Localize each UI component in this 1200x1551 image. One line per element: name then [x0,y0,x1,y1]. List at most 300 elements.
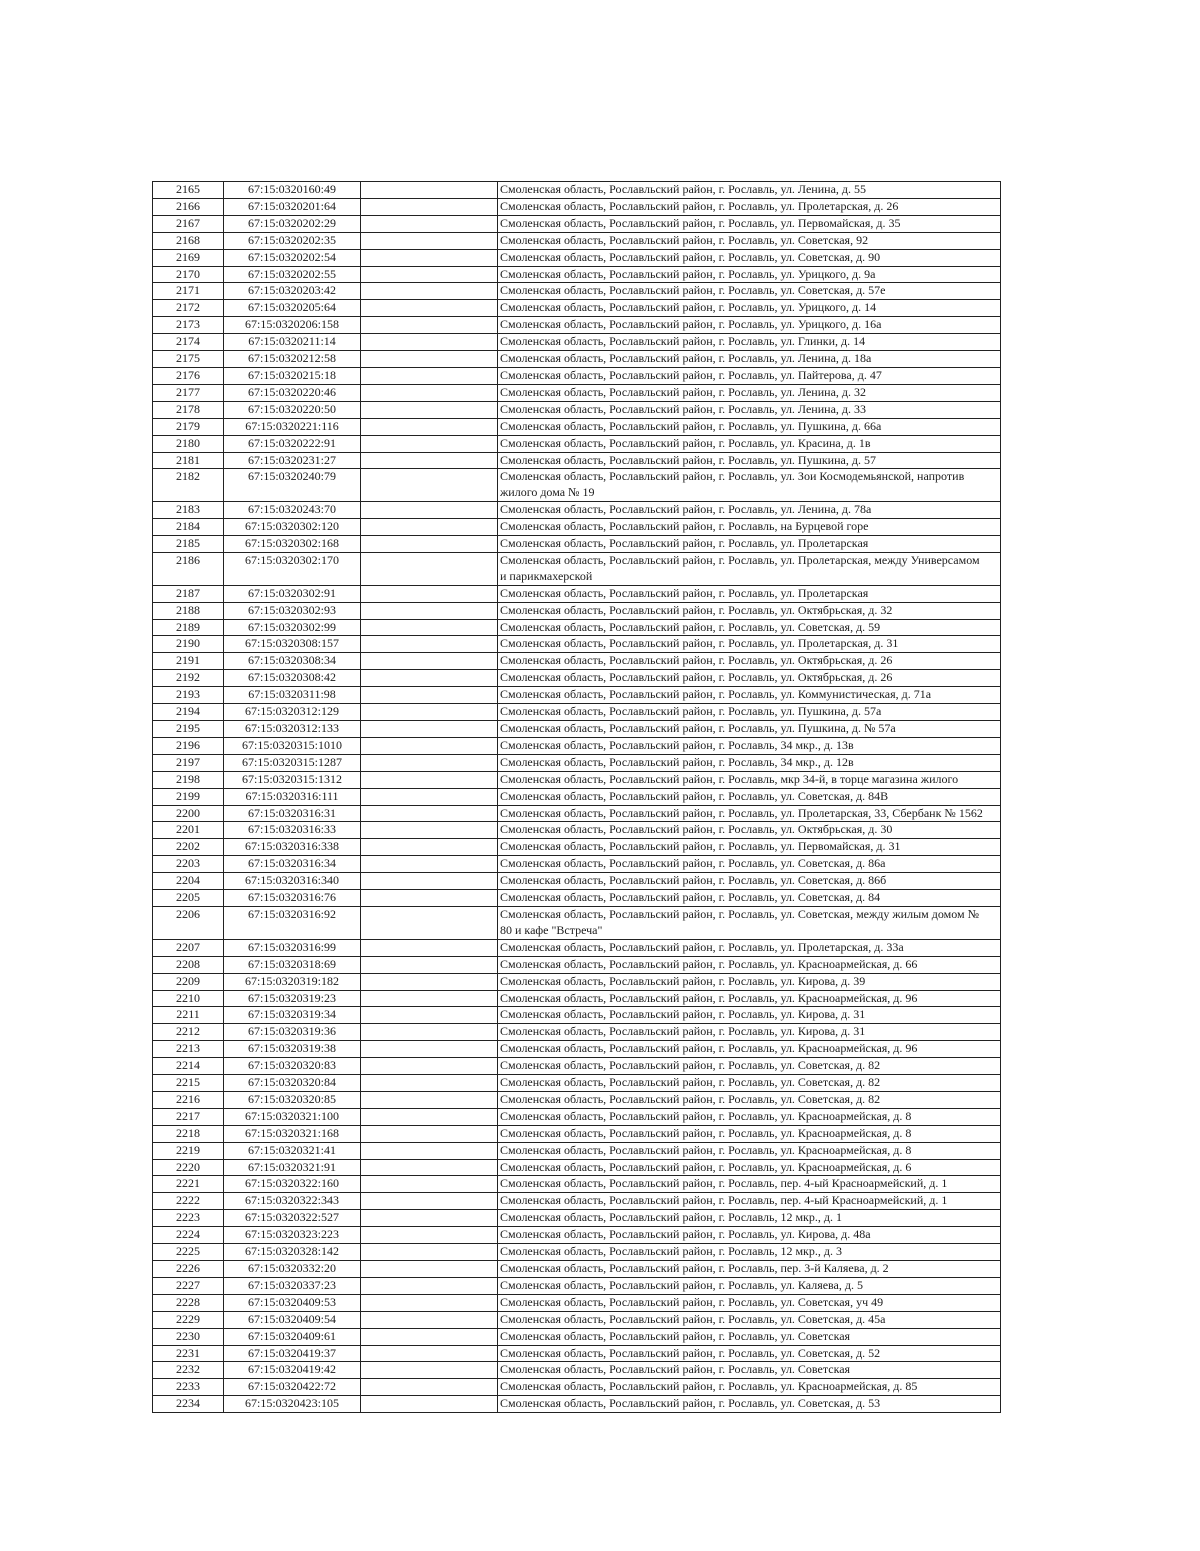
empty-cell [361,1362,498,1379]
table-row [153,552,1001,585]
address-cell: Смоленская область, Рославльский район, г. Рославль, ул. Кирова, д. 31 [498,1007,1001,1024]
table-row [153,198,1001,215]
row-number-cell: 2233 [153,1379,224,1396]
empty-cell [361,249,498,266]
address-cell: Смоленская область, Рославльский район, г. Рославль, на Бурцевой горе [498,519,1001,536]
row-number-cell: 2219 [153,1142,224,1159]
cadastral-number-cell: 67:15:0320302:168 [224,536,361,553]
empty-cell [361,1041,498,1058]
empty-cell [361,552,498,585]
empty-cell [361,873,498,890]
address-cell: Смоленская область, Рославльский район, г. Рославль, ул. Советская, д. 82 [498,1075,1001,1092]
row-number-cell: 2173 [153,317,224,334]
row-number-cell: 2198 [153,771,224,788]
table-row [153,1345,1001,1362]
row-number-cell: 2179 [153,418,224,435]
address-cell: Смоленская область, Рославльский район, г. Рославль, ул. Пушкина, д. 57а [498,704,1001,721]
empty-cell [361,1261,498,1278]
empty-cell [361,367,498,384]
cadastral-number-cell: 67:15:0320316:111 [224,788,361,805]
empty-cell [361,771,498,788]
table-row [153,771,1001,788]
address-cell: Смоленская область, Рославльский район, г. Рославль, ул. Урицкого, д. 9а [498,266,1001,283]
row-number-cell: 2178 [153,401,224,418]
address-cell: Смоленская область, Рославльский район, г. Рославль, ул. Пролетарская, 33, Сбербанк № 1562 [498,805,1001,822]
row-number-cell: 2196 [153,737,224,754]
table-row [153,856,1001,873]
empty-cell [361,1345,498,1362]
row-number-cell: 2200 [153,805,224,822]
empty-cell [361,1244,498,1261]
row-number-cell: 2212 [153,1024,224,1041]
table-row [153,670,1001,687]
cadastral-number-cell: 67:15:0320160:49 [224,182,361,199]
empty-cell [361,519,498,536]
row-number-cell: 2181 [153,452,224,469]
table-row [153,502,1001,519]
address-cell: Смоленская область, Рославльский район, г. Рославль, ул. Октябрьская, д. 26 [498,670,1001,687]
address-cell: Смоленская область, Рославльский район, г. Рославль, ул. Ленина, д. 32 [498,384,1001,401]
table-row [153,249,1001,266]
registry-table-body [153,182,1001,1413]
cadastral-number-cell: 67:15:0320206:158 [224,317,361,334]
table-row [153,1362,1001,1379]
empty-cell [361,266,498,283]
address-cell: Смоленская область, Рославльский район, г. Рославль, ул. Каляева, д. 5 [498,1277,1001,1294]
address-cell: Смоленская область, Рославльский район, г. Рославль, ул. Советская, д. 86б [498,873,1001,890]
address-cell: Смоленская область, Рославльский район, г. Рославль, 12 мкр., д. 1 [498,1210,1001,1227]
table-row [153,890,1001,907]
empty-cell [361,469,498,502]
row-number-cell: 2169 [153,249,224,266]
row-number-cell: 2171 [153,283,224,300]
row-number-cell: 2192 [153,670,224,687]
empty-cell [361,1125,498,1142]
empty-cell [361,384,498,401]
empty-cell [361,182,498,199]
address-cell: Смоленская область, Рославльский район, г. Рославль, ул. Советская [498,1328,1001,1345]
address-cell: Смоленская область, Рославльский район, г. Рославль, пер. 4-ый Красноармейский, д. 1 [498,1193,1001,1210]
cadastral-number-cell: 67:15:0320319:182 [224,973,361,990]
empty-cell [361,452,498,469]
row-number-cell: 2195 [153,721,224,738]
row-number-cell: 2230 [153,1328,224,1345]
cadastral-number-cell: 67:15:0320312:133 [224,721,361,738]
row-number-cell: 2218 [153,1125,224,1142]
cadastral-number-cell: 67:15:0320316:92 [224,906,361,939]
address-cell: Смоленская область, Рославльский район, г. Рославль, ул. Советская, уч 49 [498,1294,1001,1311]
row-number-cell: 2184 [153,519,224,536]
table-row [153,283,1001,300]
empty-cell [361,619,498,636]
table-row [153,1193,1001,1210]
cadastral-number-cell: 67:15:0320321:100 [224,1108,361,1125]
address-cell: Смоленская область, Рославльский район, г. Рославль, ул. Пушкина, д. № 57а [498,721,1001,738]
row-number-cell: 2221 [153,1176,224,1193]
empty-cell [361,788,498,805]
table-row [153,469,1001,502]
cadastral-number-cell: 67:15:0320221:116 [224,418,361,435]
empty-cell [361,232,498,249]
empty-cell [361,1007,498,1024]
row-number-cell: 2226 [153,1261,224,1278]
empty-cell [361,687,498,704]
table-row [153,418,1001,435]
cadastral-number-cell: 67:15:0320316:33 [224,822,361,839]
address-cell: Смоленская область, Рославльский район, г. Рославль, ул. Советская, 92 [498,232,1001,249]
cadastral-number-cell: 67:15:0320302:93 [224,602,361,619]
table-row [153,1007,1001,1024]
cadastral-number-cell: 67:15:0320302:120 [224,519,361,536]
table-row [153,636,1001,653]
empty-cell [361,435,498,452]
row-number-cell: 2220 [153,1159,224,1176]
cadastral-number-cell: 67:15:0320323:223 [224,1227,361,1244]
cadastral-number-cell: 67:15:0320322:527 [224,1210,361,1227]
cadastral-number-cell: 67:15:0320202:35 [224,232,361,249]
cadastral-number-cell: 67:15:0320321:168 [224,1125,361,1142]
cadastral-number-cell: 67:15:0320302:99 [224,619,361,636]
row-number-cell: 2234 [153,1396,224,1413]
table-row [153,1244,1001,1261]
address-cell: Смоленская область, Рославльский район, г. Рославль, ул. Красноармейская, д. 96 [498,990,1001,1007]
address-cell: Смоленская область, Рославльский район, г. Рославль, ул. Советская, д. 84 [498,890,1001,907]
cadastral-number-cell: 67:15:0320316:338 [224,839,361,856]
address-cell: Смоленская область, Рославльский район, г. Рославль, ул. Красноармейская, д. 6 [498,1159,1001,1176]
table-row [153,536,1001,553]
address-cell: Смоленская область, Рославльский район, г. Рославль, 34 мкр., д. 12в [498,754,1001,771]
table-row [153,1091,1001,1108]
cadastral-number-cell: 67:15:0320316:34 [224,856,361,873]
address-cell: Смоленская область, Рославльский район, г. Рославль, ул. Октябрьская, д. 30 [498,822,1001,839]
row-number-cell: 2213 [153,1041,224,1058]
table-row [153,939,1001,956]
table-row [153,452,1001,469]
cadastral-number-cell: 67:15:0320319:34 [224,1007,361,1024]
cadastral-number-cell: 67:15:0320215:18 [224,367,361,384]
cadastral-number-cell: 67:15:0320328:142 [224,1244,361,1261]
row-number-cell: 2174 [153,334,224,351]
table-row [153,1379,1001,1396]
address-cell: Смоленская область, Рославльский район, г. Рославль, ул. Красноармейская, д. 8 [498,1125,1001,1142]
table-row [153,906,1001,939]
address-cell: Смоленская область, Рославльский район, г. Рославль, ул. Красноармейская, д. 8 [498,1142,1001,1159]
address-cell: Смоленская область, Рославльский район, г. Рославль, ул. Ленина, д. 55 [498,182,1001,199]
cadastral-number-cell: 67:15:0320201:64 [224,198,361,215]
empty-cell [361,1142,498,1159]
cadastral-number-cell: 67:15:0320312:129 [224,704,361,721]
table-row [153,334,1001,351]
table-row [153,990,1001,1007]
address-cell: Смоленская область, Рославльский район, г. Рославль, ул. Глинки, д. 14 [498,334,1001,351]
table-row [153,1210,1001,1227]
address-cell: Смоленская область, Рославльский район, г. Рославль, ул. Советская, д. 82 [498,1091,1001,1108]
empty-cell [361,317,498,334]
table-row [153,1125,1001,1142]
table-row [153,805,1001,822]
row-number-cell: 2201 [153,822,224,839]
cadastral-number-cell: 67:15:0320419:37 [224,1345,361,1362]
address-cell: Смоленская область, Рославльский район, г. Рославль, ул. Пушкина, д. 66а [498,418,1001,435]
empty-cell [361,198,498,215]
row-number-cell: 2168 [153,232,224,249]
address-cell: Смоленская область, Рославльский район, г. Рославль, ул. Ленина, д. 18а [498,351,1001,368]
cadastral-number-cell: 67:15:0320320:83 [224,1058,361,1075]
row-number-cell: 2207 [153,939,224,956]
cadastral-number-cell: 67:15:0320243:70 [224,502,361,519]
row-number-cell: 2183 [153,502,224,519]
empty-cell [361,670,498,687]
empty-cell [361,653,498,670]
cadastral-number-cell: 67:15:0320318:69 [224,956,361,973]
table-row [153,351,1001,368]
address-cell: Смоленская область, Рославльский район, г. Рославль, ул. Красноармейская, д. 85 [498,1379,1001,1396]
address-cell: Смоленская область, Рославльский район, г. Рославль, ул. Красноармейская, д. 96 [498,1041,1001,1058]
empty-cell [361,1294,498,1311]
row-number-cell: 2190 [153,636,224,653]
row-number-cell: 2180 [153,435,224,452]
address-cell: Смоленская область, Рославльский район, г. Рославль, ул. Первомайская, д. 31 [498,839,1001,856]
table-row [153,1261,1001,1278]
table-row [153,1311,1001,1328]
cadastral-number-cell: 67:15:0320419:42 [224,1362,361,1379]
cadastral-number-cell: 67:15:0320319:23 [224,990,361,1007]
row-number-cell: 2165 [153,182,224,199]
cadastral-number-cell: 67:15:0320409:61 [224,1328,361,1345]
cadastral-number-cell: 67:15:0320212:58 [224,351,361,368]
address-cell: Смоленская область, Рославльский район, г. Рославль, ул. Урицкого, д. 14 [498,300,1001,317]
cadastral-number-cell: 67:15:0320308:157 [224,636,361,653]
table-row [153,232,1001,249]
address-cell: Смоленская область, Рославльский район, г. Рославль, ул. Пролетарская, д. 31 [498,636,1001,653]
cadastral-number-cell: 67:15:0320409:53 [224,1294,361,1311]
address-cell: Смоленская область, Рославльский район, г. Рославль, ул. Советская, между жилым домом № 80 и кафе "Встреча" [498,906,1001,939]
row-number-cell: 2167 [153,215,224,232]
row-number-cell: 2227 [153,1277,224,1294]
row-number-cell: 2231 [153,1345,224,1362]
table-row [153,839,1001,856]
table-row [153,519,1001,536]
row-number-cell: 2210 [153,990,224,1007]
table-row [153,1227,1001,1244]
empty-cell [361,300,498,317]
table-row [153,1328,1001,1345]
cadastral-number-cell: 67:15:0320202:54 [224,249,361,266]
table-row [153,215,1001,232]
cadastral-number-cell: 67:15:0320316:31 [224,805,361,822]
row-number-cell: 2214 [153,1058,224,1075]
cadastral-number-cell: 67:15:0320422:72 [224,1379,361,1396]
empty-cell [361,283,498,300]
row-number-cell: 2197 [153,754,224,771]
table-row [153,873,1001,890]
address-cell: Смоленская область, Рославльский район, г. Рославль, ул. Советская [498,1362,1001,1379]
row-number-cell: 2206 [153,906,224,939]
row-number-cell: 2208 [153,956,224,973]
row-number-cell: 2170 [153,266,224,283]
empty-cell [361,822,498,839]
row-number-cell: 2223 [153,1210,224,1227]
table-row [153,182,1001,199]
address-cell: Смоленская область, Рославльский район, г. Рославль, ул. Пушкина, д. 57 [498,452,1001,469]
table-row [153,704,1001,721]
empty-cell [361,351,498,368]
cadastral-number-cell: 67:15:0320302:91 [224,585,361,602]
cadastral-number-cell: 67:15:0320316:76 [224,890,361,907]
row-number-cell: 2199 [153,788,224,805]
empty-cell [361,721,498,738]
row-number-cell: 2203 [153,856,224,873]
address-cell: Смоленская область, Рославльский район, г. Рославль, ул. Пролетарская [498,585,1001,602]
row-number-cell: 2222 [153,1193,224,1210]
address-cell: Смоленская область, Рославльский район, г. Рославль, ул. Пролетарская, между Универсамом и парикмахерской [498,552,1001,585]
cadastral-number-cell: 67:15:0320240:79 [224,469,361,502]
cadastral-number-cell: 67:15:0320202:29 [224,215,361,232]
table-row [153,1142,1001,1159]
row-number-cell: 2182 [153,469,224,502]
empty-cell [361,1277,498,1294]
address-cell: Смоленская область, Рославльский район, г. Рославль, ул. Советская, д. 57е [498,283,1001,300]
address-cell: Смоленская область, Рославльский район, г. Рославль, ул. Советская, д. 86а [498,856,1001,873]
empty-cell [361,334,498,351]
cadastral-number-cell: 67:15:0320337:23 [224,1277,361,1294]
cadastral-number-cell: 67:15:0320409:54 [224,1311,361,1328]
empty-cell [361,418,498,435]
table-row [153,754,1001,771]
empty-cell [361,1024,498,1041]
cadastral-number-cell: 67:15:0320321:91 [224,1159,361,1176]
address-cell: Смоленская область, Рославльский район, г. Рославль, ул. Пайтерова, д. 47 [498,367,1001,384]
empty-cell [361,939,498,956]
row-number-cell: 2228 [153,1294,224,1311]
cadastral-number-cell: 67:15:0320308:42 [224,670,361,687]
cadastral-number-cell: 67:15:0320321:41 [224,1142,361,1159]
address-cell: Смоленская область, Рославльский район, г. Рославль, ул. Советская, д. 45а [498,1311,1001,1328]
empty-cell [361,704,498,721]
row-number-cell: 2186 [153,552,224,585]
cadastral-number-cell: 67:15:0320315:1010 [224,737,361,754]
empty-cell [361,1311,498,1328]
table-row [153,317,1001,334]
empty-cell [361,973,498,990]
row-number-cell: 2188 [153,602,224,619]
empty-cell [361,536,498,553]
row-number-cell: 2224 [153,1227,224,1244]
table-row [153,1075,1001,1092]
cadastral-number-cell: 67:15:0320315:1287 [224,754,361,771]
empty-cell [361,1227,498,1244]
empty-cell [361,1058,498,1075]
empty-cell [361,602,498,619]
empty-cell [361,1108,498,1125]
row-number-cell: 2216 [153,1091,224,1108]
empty-cell [361,1159,498,1176]
empty-cell [361,585,498,602]
table-row [153,1176,1001,1193]
row-number-cell: 2175 [153,351,224,368]
address-cell: Смоленская область, Рославльский район, г. Рославль, мкр 34-й, в торце магазина жилого [498,771,1001,788]
table-row [153,435,1001,452]
address-cell: Смоленская область, Рославльский район, г. Рославль, ул. Октябрьская, д. 26 [498,653,1001,670]
address-cell: Смоленская область, Рославльский район, г. Рославль, ул. Кирова, д. 31 [498,1024,1001,1041]
cadastral-number-cell: 67:15:0320320:84 [224,1075,361,1092]
address-cell: Смоленская область, Рославльский район, г. Рославль, ул. Октябрьская, д. 32 [498,602,1001,619]
row-number-cell: 2185 [153,536,224,553]
address-cell: Смоленская область, Рославльский район, г. Рославль, 12 мкр., д. 3 [498,1244,1001,1261]
row-number-cell: 2187 [153,585,224,602]
table-row [153,1396,1001,1413]
table-row [153,788,1001,805]
cadastral-number-cell: 67:15:0320211:14 [224,334,361,351]
table-row [153,300,1001,317]
address-cell: Смоленская область, Рославльский район, г. Рославль, ул. Коммунистическая, д. 71а [498,687,1001,704]
table-row [153,1058,1001,1075]
cadastral-number-cell: 67:15:0320222:91 [224,435,361,452]
cadastral-number-cell: 67:15:0320322:343 [224,1193,361,1210]
cadastral-number-cell: 67:15:0320316:99 [224,939,361,956]
row-number-cell: 2177 [153,384,224,401]
address-cell: Смоленская область, Рославльский район, г. Рославль, ул. Пролетарская, д. 26 [498,198,1001,215]
table-row [153,956,1001,973]
empty-cell [361,805,498,822]
table-row [153,585,1001,602]
cadastral-number-cell: 67:15:0320202:55 [224,266,361,283]
empty-cell [361,401,498,418]
row-number-cell: 2176 [153,367,224,384]
table-row [153,973,1001,990]
table-row [153,737,1001,754]
table-row [153,1108,1001,1125]
row-number-cell: 2229 [153,1311,224,1328]
empty-cell [361,1176,498,1193]
row-number-cell: 2194 [153,704,224,721]
address-cell: Смоленская область, Рославльский район, г. Рославль, ул. Советская, д. 52 [498,1345,1001,1362]
row-number-cell: 2172 [153,300,224,317]
address-cell: Смоленская область, Рославльский район, г. Рославль, ул. Пролетарская, д. 33а [498,939,1001,956]
cadastral-number-cell: 67:15:0320320:85 [224,1091,361,1108]
cadastral-number-cell: 67:15:0320423:105 [224,1396,361,1413]
table-row [153,367,1001,384]
cadastral-number-cell: 67:15:0320205:64 [224,300,361,317]
cadastral-number-cell: 67:15:0320311:98 [224,687,361,704]
cadastral-number-cell: 67:15:0320220:46 [224,384,361,401]
address-cell: Смоленская область, Рославльский район, г. Рославль, ул. Ленина, д. 33 [498,401,1001,418]
empty-cell [361,839,498,856]
row-number-cell: 2209 [153,973,224,990]
table-row [153,1159,1001,1176]
empty-cell [361,1379,498,1396]
cadastral-number-cell: 67:15:0320231:27 [224,452,361,469]
row-number-cell: 2232 [153,1362,224,1379]
empty-cell [361,990,498,1007]
row-number-cell: 2225 [153,1244,224,1261]
row-number-cell: 2211 [153,1007,224,1024]
cadastral-number-cell: 67:15:0320308:34 [224,653,361,670]
row-number-cell: 2189 [153,619,224,636]
table-row [153,1277,1001,1294]
table-row [153,401,1001,418]
cadastral-number-cell: 67:15:0320319:36 [224,1024,361,1041]
table-row [153,653,1001,670]
empty-cell [361,502,498,519]
empty-cell [361,1396,498,1413]
cadastral-number-cell: 67:15:0320332:20 [224,1261,361,1278]
cadastral-number-cell: 67:15:0320220:50 [224,401,361,418]
row-number-cell: 2215 [153,1075,224,1092]
empty-cell [361,1328,498,1345]
empty-cell [361,906,498,939]
table-row [153,721,1001,738]
